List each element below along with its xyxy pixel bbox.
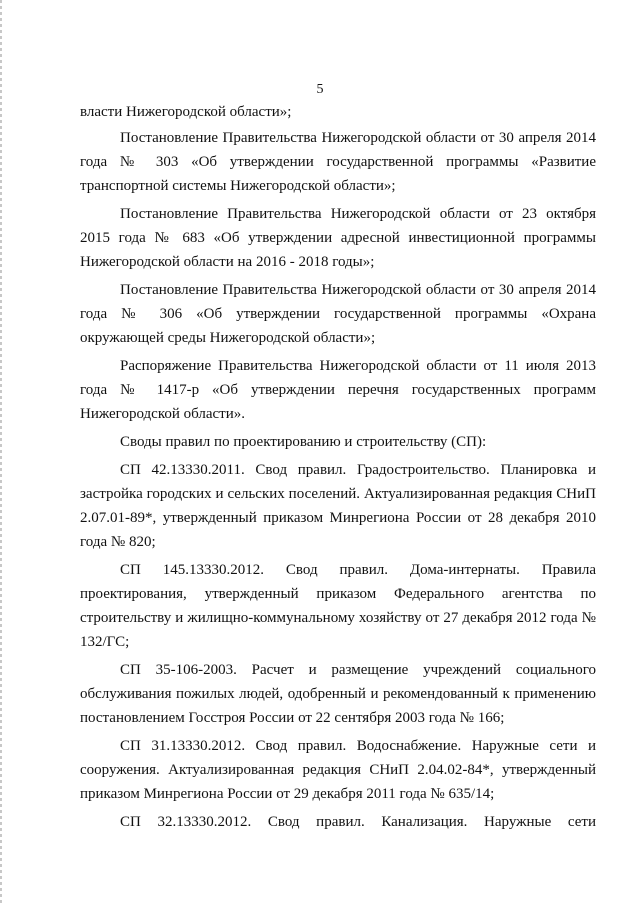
paragraph-sp-32: СП 32.13330.2012. Свод правил. Канализация. Наружные сети: [120, 814, 596, 830]
paragraph-resolution-303: Постановление Правительства Нижегородской области от 30 апреля 2014 года № 303 «Об утверждении государственной программы «Развитие транспортной системы Нижегородской области»;: [80, 130, 596, 194]
document-body: [80, 100, 596, 836]
paragraph-sp-35: СП 35-106-2003. Расчет и размещение учреждений социального обслуживания пожилых людей, одобренный и рекомендованный к применению постановлением Госстроя России от 22 сентября 2003 года № 166;: [80, 662, 596, 726]
paragraph-codes-heading: Своды правил по проектированию и строительству (СП):: [120, 434, 487, 450]
scan-edge-mark: [0, 0, 2, 905]
paragraph-order-1417: Распоряжение Правительства Нижегородской области от 11 июля 2013 года № 1417-р «Об утверждении перечня государственных программ Нижегородской области».: [80, 358, 596, 422]
paragraph-sp-31: СП 31.13330.2012. Свод правил. Водоснабжение. Наружные сети и сооружения. Актуализированная редакция СНиП 2.04.02-84*, утвержденный приказом Минрегиона России от 29 декабря 2011 года № 635/14;: [80, 738, 596, 802]
paragraph-resolution-306: Постановление Правительства Нижегородской области от 30 апреля 2014 года № 306 «Об утверждении государственной программы «Охрана окружающей среды Нижегородской области»;: [80, 282, 596, 346]
paragraph-resolution-683: Постановление Правительства Нижегородской области от 23 октября 2015 года № 683 «Об утверждении адресной инвестиционной программы Нижегородской области на 2016 - 2018 годы»;: [80, 206, 596, 270]
paragraph-sp-42: СП 42.13330.2011. Свод правил. Градостроительство. Планировка и застройка городских и сельских поселений. Актуализированная редакция СНиП 2.07.01-89*, утвержденный приказом Минрегиона России от 28 декабря 2010 года № 820;: [80, 462, 596, 550]
paragraph-sp-145: СП 145.13330.2012. Свод правил. Дома-интернаты. Правила проектирования, утвержденный приказом Федерального агентства по строительству и жилищно-коммунальному хозяйству от 27 декабря 2012 года № 132/ГС;: [80, 562, 596, 650]
paragraph-continuation: власти Нижегородской области»;: [80, 104, 292, 120]
page-number: 5: [316, 82, 324, 97]
